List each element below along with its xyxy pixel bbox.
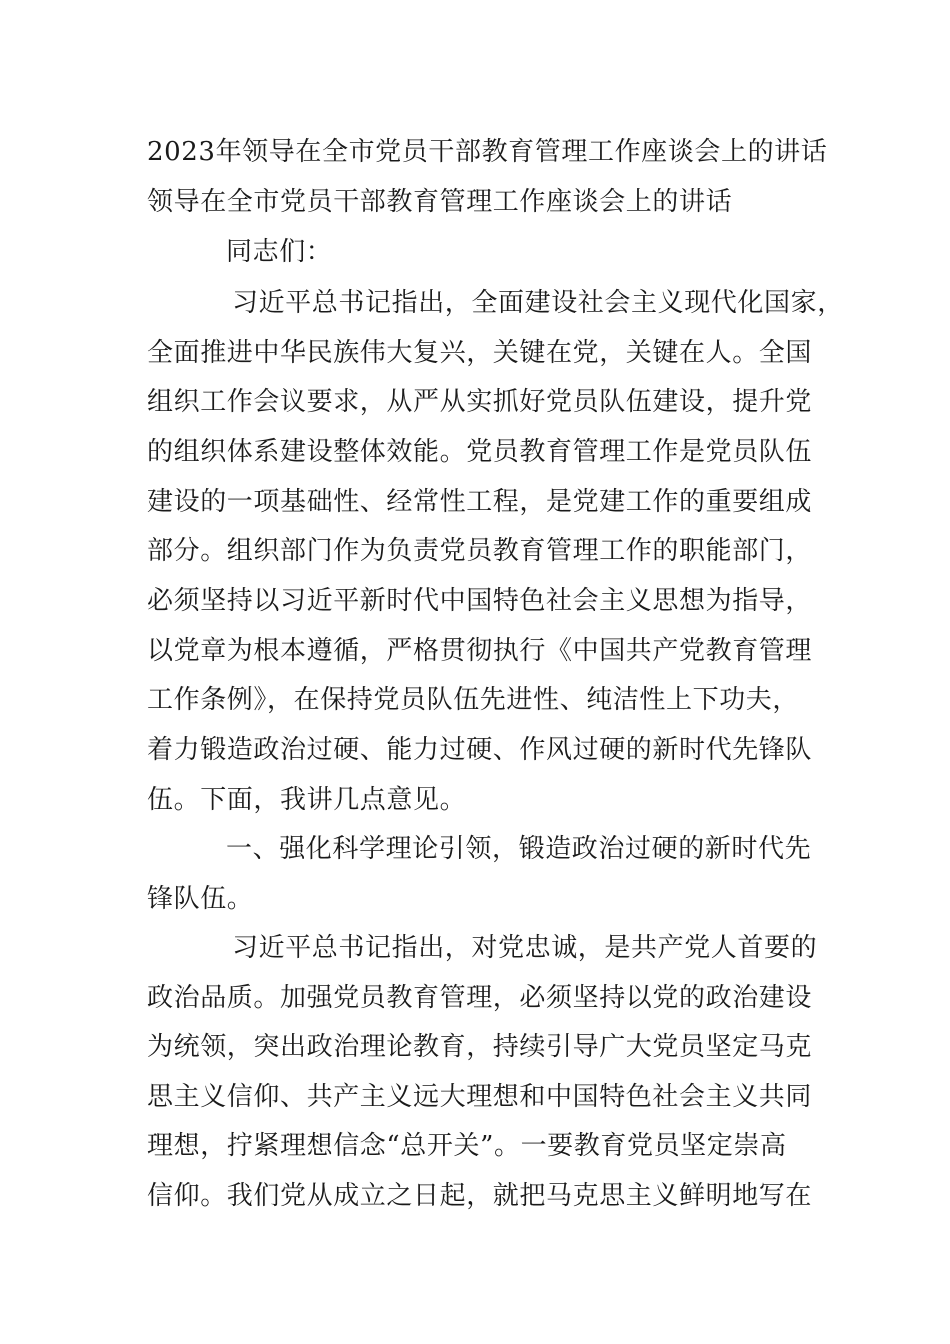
paragraph-line: 全面推进中华民族伟大复兴，关键在党，关键在人。全国: [147, 338, 813, 368]
paragraph-line: 理想，拧紧理想信念“总开关”。一要教育党员坚定崇高: [147, 1131, 787, 1161]
document-title: 2023年领导在全市党员干部教育管理工作座谈会上的讲话: [147, 137, 828, 167]
section-heading: 一、强化科学理论引领，锻造政治过硬的新时代先: [226, 834, 812, 864]
document-subtitle: 领导在全市党员干部教育管理工作座谈会上的讲话: [147, 187, 733, 217]
paragraph-line: 习近平总书记指出，全面建设社会主义现代化国家，: [232, 288, 844, 318]
paragraph-line: 伍。下面，我讲几点意见。: [147, 785, 467, 815]
paragraph-line: 信仰。我们党从成立之日起，就把马克思主义鲜明地写在: [147, 1181, 813, 1211]
paragraph-line: 思主义信仰、共产主义远大理想和中国特色社会主义共同: [147, 1082, 813, 1112]
paragraph-line: 的组织体系建设整体效能。党员教育管理工作是党员队伍: [147, 437, 813, 467]
greeting: 同志们：: [226, 237, 333, 267]
paragraph-line: 部分。组织部门作为负责党员教育管理工作的职能部门，: [147, 536, 813, 566]
paragraph-line: 政治品质。加强党员教育管理，必须坚持以党的政治建设: [147, 983, 813, 1013]
paragraph-line: 习近平总书记指出，对党忠诚，是共产党人首要的: [232, 933, 818, 963]
paragraph-line: 工作条例》，在保持党员队伍先进性、纯洁性上下功夫，: [147, 685, 800, 715]
paragraph-line: 必须坚持以习近平新时代中国特色社会主义思想为指导，: [147, 586, 813, 616]
paragraph-line: 建设的一项基础性、经常性工程，是党建工作的重要组成: [147, 487, 813, 517]
section-heading: 锋队伍。: [147, 884, 254, 914]
paragraph-line: 着力锻造政治过硬、能力过硬、作风过硬的新时代先锋队: [147, 735, 813, 765]
paragraph-line: 组织工作会议要求，从严从实抓好党员队伍建设，提升党: [147, 387, 813, 417]
paragraph-line: 为统领，突出政治理论教育，持续引导广大党员坚定马克: [147, 1032, 813, 1062]
paragraph-line: 以党章为根本遵循，严格贯彻执行《中国共产党教育管理: [147, 636, 813, 666]
